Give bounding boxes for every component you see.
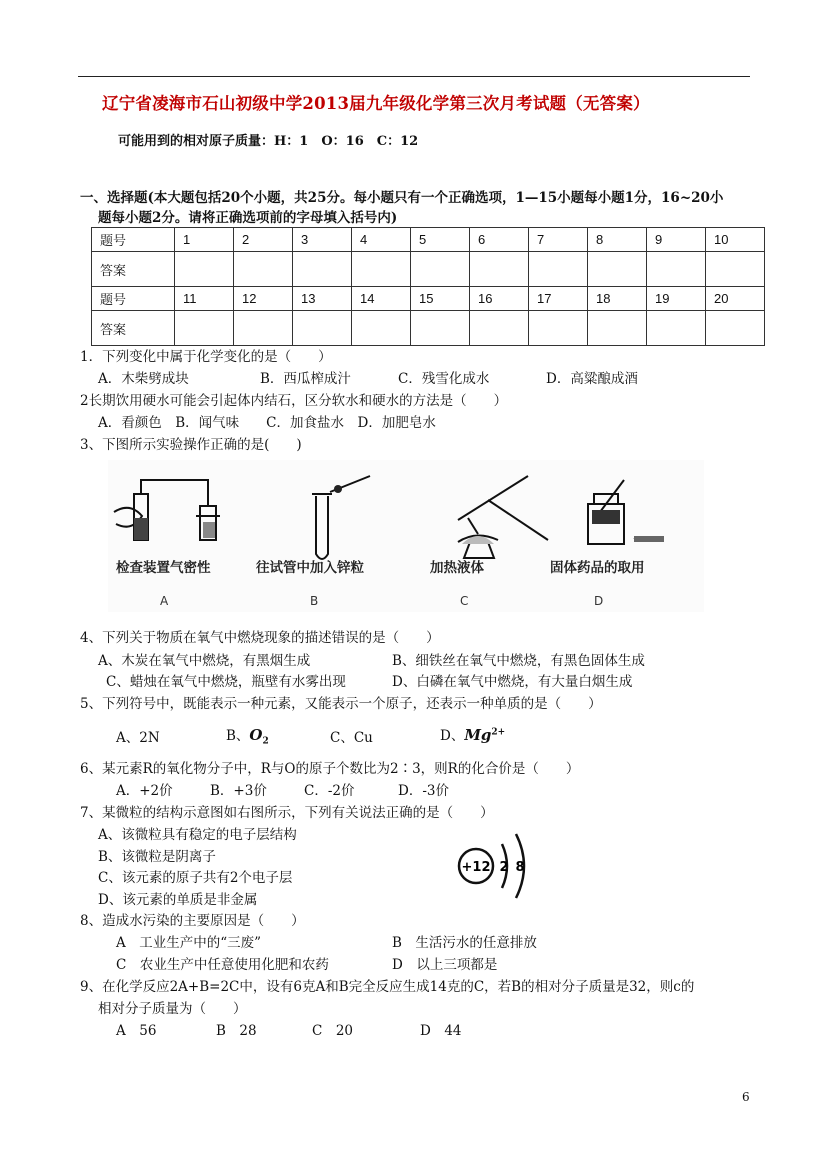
question-4: 4、下列关于物质在氧气中燃烧现象的描述错误的是（ ）	[80, 630, 440, 646]
q5-option-b-prefix: B、	[226, 728, 250, 744]
oxygen-subscript: 2	[262, 736, 269, 747]
q2-options: A．看颜色 B．闻气味 C．加食盐水 D．加肥皂水	[98, 415, 436, 431]
q9-option-d: D 44	[420, 1023, 462, 1039]
answer-cell[interactable]	[175, 311, 234, 346]
question-9-cont: 相对分子质量为（ ）	[98, 1001, 247, 1017]
section-heading: 一、选择题(本大题包括20个小题，共25分。每小题只有一个正确选项，1—15小题每小题1分，16~20小	[80, 190, 724, 206]
q9-option-a: A 56	[116, 1023, 157, 1039]
q5-option-b	[226, 724, 269, 747]
q9-option-c: C 20	[312, 1023, 354, 1039]
answer-cell[interactable]	[647, 311, 706, 346]
answer-cell[interactable]	[470, 252, 529, 287]
answer-cell[interactable]	[588, 311, 647, 346]
question-number-cell: 19	[647, 287, 706, 311]
table-row	[92, 287, 765, 311]
atomic-masses: 可能用到的相对原子质量：H：1 O：16 C：12	[118, 134, 419, 149]
nucleus-charge: +12	[461, 860, 491, 875]
outer-shell-electrons: 8	[515, 860, 525, 875]
row-label: 答案	[92, 252, 175, 287]
q4-option-c: C、蜡烛在氧气中燃烧，瓶壁有水雾出现	[106, 674, 346, 690]
q6-option-c: C．-2价	[304, 783, 355, 799]
q1-option-c: C．残雪化成水	[398, 371, 490, 387]
question-number-cell: 13	[293, 287, 352, 311]
question-number-cell: 20	[706, 287, 765, 311]
figure-letter-a: A	[160, 594, 169, 608]
figure-caption-d: 固体药品的取用	[550, 560, 645, 576]
inner-shell-electrons: 2	[499, 860, 509, 875]
figure-caption-b: 往试管中加入锌粒	[256, 560, 364, 576]
answer-cell[interactable]	[175, 252, 234, 287]
figure-letter-d: D	[594, 594, 604, 608]
answer-cell[interactable]	[293, 311, 352, 346]
q4-option-d: D、白磷在氧气中燃烧，有大量白烟生成	[392, 674, 633, 690]
section-heading-cont: 题每小题2分。请将正确选项前的字母填入括号内)	[98, 210, 398, 226]
atomic-structure-diagram	[452, 828, 532, 900]
question-number-cell: 18	[588, 287, 647, 311]
question-number-cell: 10	[706, 228, 765, 252]
question-number-cell: 6	[470, 228, 529, 252]
question-number-cell: 12	[234, 287, 293, 311]
question-number-cell: 2	[234, 228, 293, 252]
q5-option-c: C、Cu	[330, 730, 373, 746]
answer-cell[interactable]	[352, 252, 411, 287]
ion-charge: 2+	[491, 727, 506, 738]
question-5: 5、下列符号中，既能表示一种元素，又能表示一个原子，还表示一种单质的是（ ）	[80, 696, 602, 712]
question-number-cell: 11	[175, 287, 234, 311]
question-2: 2长期饮用硬水可能会引起体内结石，区分软水和硬水的方法是（ ）	[80, 393, 508, 409]
q7-option-c: C、该元素的原子共有2个电子层	[98, 870, 293, 886]
question-number-cell: 14	[352, 287, 411, 311]
q6-option-d: D．-3价	[398, 783, 449, 799]
figure-caption-c: 加热液体	[430, 560, 484, 576]
answer-cell[interactable]	[293, 252, 352, 287]
answer-cell[interactable]	[706, 252, 765, 287]
page-title: 辽宁省凌海市石山初级中学2013届九年级化学第三次月考试题（无答案）	[102, 94, 650, 113]
question-3: 3、下图所示实验操作正确的是( )	[80, 437, 302, 453]
answer-cell[interactable]	[234, 252, 293, 287]
answer-cell[interactable]	[529, 252, 588, 287]
q9-option-b: B 28	[216, 1023, 257, 1039]
answer-cell[interactable]	[470, 311, 529, 346]
q5-option-d-prefix: D、	[440, 728, 465, 744]
figure-letter-c: C	[460, 594, 469, 608]
q7-option-a: A、该微粒具有稳定的电子层结构	[98, 827, 297, 843]
answer-cell[interactable]	[706, 311, 765, 346]
answer-cell[interactable]	[588, 252, 647, 287]
q6-option-a: A．+2价	[116, 783, 173, 799]
question-number-cell: 9	[647, 228, 706, 252]
question-8: 8、造成水污染的主要原因是（ ）	[80, 913, 305, 929]
answer-cell[interactable]	[352, 311, 411, 346]
answer-cell[interactable]	[647, 252, 706, 287]
answer-cell[interactable]	[411, 252, 470, 287]
question-number-cell: 7	[529, 228, 588, 252]
q6-option-b: B．+3价	[210, 783, 267, 799]
question-number-cell: 15	[411, 287, 470, 311]
answer-cell[interactable]	[411, 311, 470, 346]
row-label: 答案	[92, 311, 175, 346]
q7-option-b: B、该微粒是阴离子	[98, 849, 216, 865]
q8-option-b: B 生活污水的任意排放	[392, 935, 537, 951]
question-1: 1．下列变化中属于化学变化的是（ ）	[80, 349, 332, 365]
q8-option-d: D 以上三项都是	[392, 957, 498, 973]
q8-option-c: C 农业生产中任意使用化肥和农药	[116, 957, 329, 973]
question-number-cell: 1	[175, 228, 234, 252]
q8-option-a: A 工业生产中的“三废”	[116, 935, 262, 951]
q5-option-d	[440, 724, 505, 744]
page-number: 6	[742, 1090, 750, 1104]
q1-option-b: B．西瓜榨成汁	[260, 371, 351, 387]
question-number-cell: 8	[588, 228, 647, 252]
answer-cell[interactable]	[529, 311, 588, 346]
header-rule	[78, 76, 750, 77]
question-number-cell: 3	[293, 228, 352, 252]
lab-operations-figure	[108, 460, 704, 612]
table-row	[92, 252, 765, 287]
table-row	[92, 228, 765, 252]
row-label: 题号	[92, 287, 175, 311]
question-number-cell: 5	[411, 228, 470, 252]
question-number-cell: 16	[470, 287, 529, 311]
q5-option-a: A、2N	[116, 730, 160, 746]
q4-option-a: A、木炭在氧气中燃烧，有黑烟生成	[98, 653, 311, 669]
figure-letter-b: B	[310, 594, 319, 608]
answer-cell[interactable]	[234, 311, 293, 346]
table-row	[92, 311, 765, 346]
question-number-cell: 4	[352, 228, 411, 252]
q1-option-a: A．木柴劈成块	[98, 371, 189, 387]
question-number-cell: 17	[529, 287, 588, 311]
question-9: 9、在化学反应2A+B=2C中，设有6克A和B完全反应生成14克的C，若B的相对分子质量是32，则c的	[80, 979, 695, 995]
row-label: 题号	[92, 228, 175, 252]
figure-caption-a: 检查装置气密性	[116, 560, 211, 576]
question-6: 6、某元素R的氧化物分子中，R与O的原子个数比为2∶3，则R的化合价是（ ）	[80, 761, 580, 777]
oxygen-formula: O	[249, 726, 263, 744]
magnesium-ion-symbol: Mg	[464, 726, 492, 744]
answer-table	[91, 227, 765, 346]
question-7: 7、某微粒的结构示意图如右图所示，下列有关说法正确的是（ ）	[80, 805, 494, 821]
q1-option-d: D．高粱酿成酒	[546, 371, 638, 387]
q4-option-b: B、细铁丝在氧气中燃烧，有黑色固体生成	[392, 653, 645, 669]
lab-apparatus-drawings	[108, 460, 704, 612]
q7-option-d: D、该元素的单质是非金属	[98, 892, 258, 908]
